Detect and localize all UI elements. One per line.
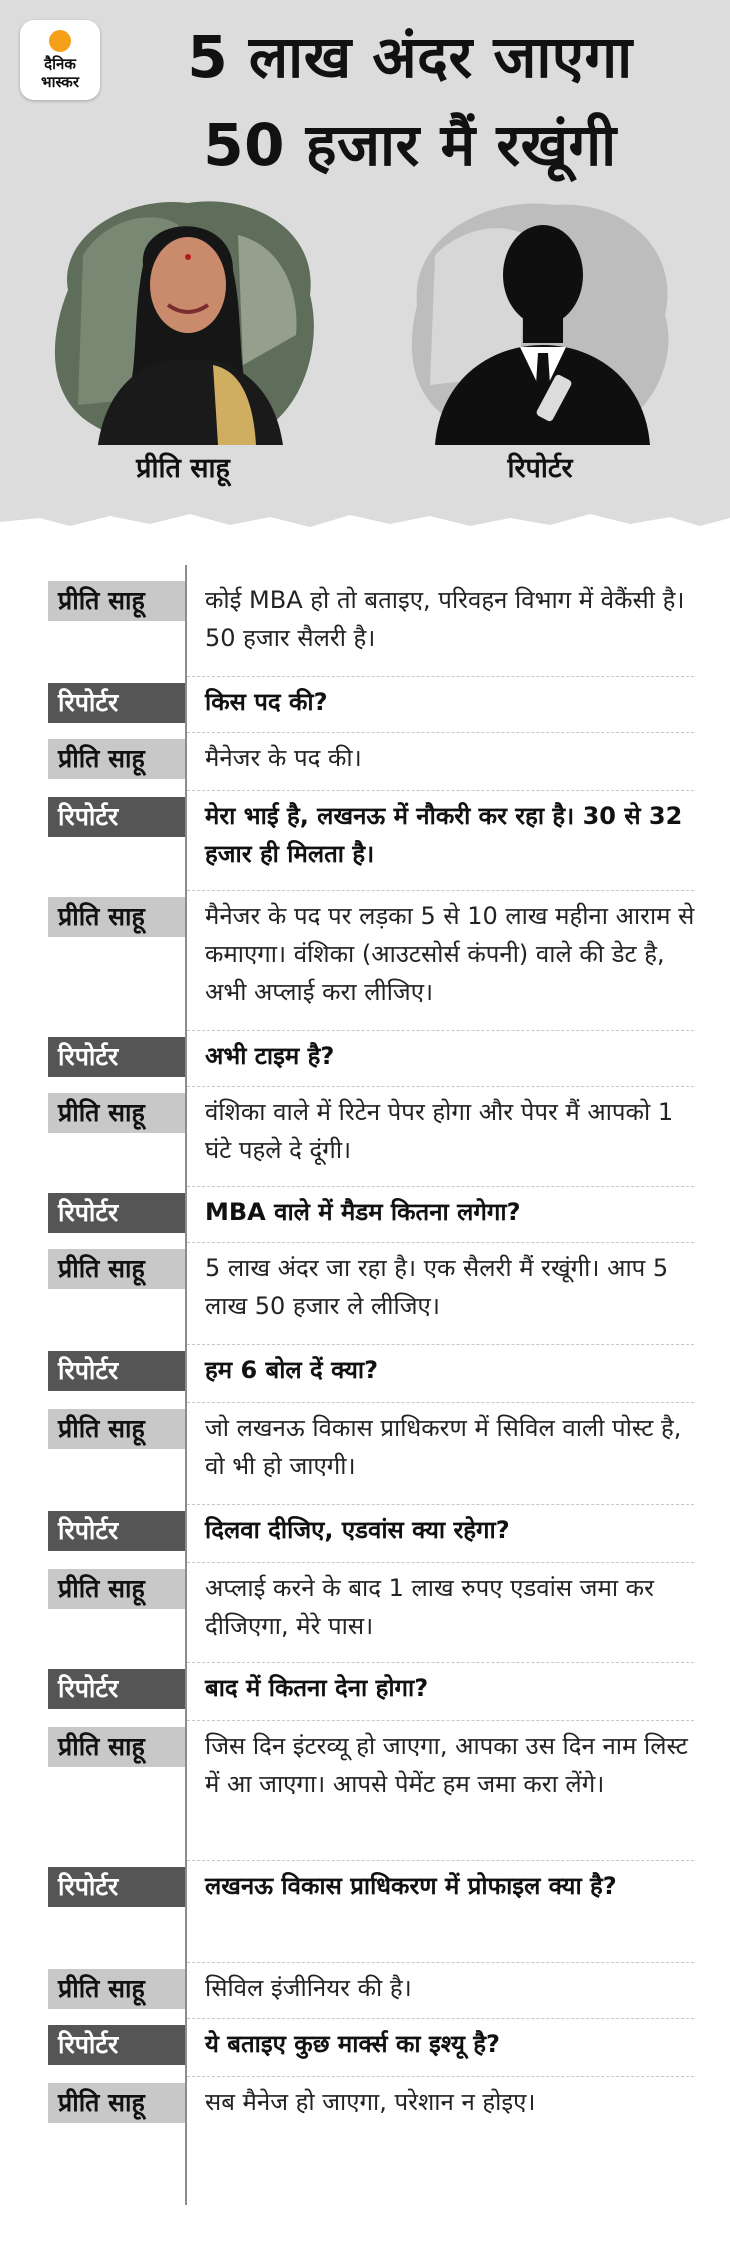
speaker-label-reporter: रिपोर्टर (48, 1193, 185, 1233)
speaker-label-reporter: रिपोर्टर (48, 1037, 185, 1077)
conversation-row (0, 891, 730, 1031)
dialogue-text: मेरा भाई है, लखनऊ में नौकरी कर रहा है। 30 से 32 हजार ही मिलता है। (205, 802, 683, 868)
speaker-label-priti-sahu: प्रीति साहू (48, 1249, 185, 1289)
conversation-row (0, 2077, 730, 2137)
dialogue-text: हम 6 बोल दें क्या? (205, 1356, 379, 1384)
anonymous-silhouette-icon (395, 195, 685, 445)
speaker-label-reporter: रिपोर्टर (48, 2025, 185, 2065)
speaker-label-priti-sahu: प्रीति साहू (48, 1727, 185, 1767)
headline-line-1: 5 लाख अंदर जाएगा (187, 23, 633, 91)
conversation-row (0, 791, 730, 891)
conversation-row (0, 1087, 730, 1187)
speaker-label-reporter: रिपोर्टर (48, 1511, 185, 1551)
left-person-name: प्रीति साहू (136, 453, 230, 484)
dialogue-text: मैनेजर के पद पर लड़का 5 से 10 लाख महीना आराम से कमाएगा। वंशिका (आउटसोर्स कंपनी) वाले की डेट है, अभी अप्लाई करा लीजिए। (205, 902, 695, 1006)
speaker-label-reporter: रिपोर्टर (48, 1351, 185, 1391)
dialogue-text: किस पद की? (205, 688, 328, 716)
conversation-row (0, 1563, 730, 1663)
conversation-row (0, 1505, 730, 1563)
speaker-label-priti-sahu: प्रीति साहू (48, 1969, 185, 2009)
sun-icon (49, 30, 71, 52)
dialogue-text: वंशिका वाले में रिटेन पेपर होगा और पेपर मैं आपको 1 घंटे पहले दे दूंगी। (205, 1098, 674, 1164)
speaker-label-priti-sahu: प्रीति साहू (48, 581, 185, 621)
conversation-row (0, 1963, 730, 2019)
conversation-row (0, 1663, 730, 1721)
speaker-label-reporter: रिपोर्टर (48, 1669, 185, 1709)
dialogue-text: लखनऊ विकास प्राधिकरण में प्रोफाइल क्या है? (205, 1872, 617, 1900)
dialogue-text: दिलवा दीजिए, एडवांस क्या रहेगा? (205, 1516, 510, 1544)
torn-paper-edge (0, 500, 730, 560)
logo-line-1: दैनिक (44, 55, 76, 73)
dialogue-text: अप्लाई करने के बाद 1 लाख रुपए एडवांस जमा कर दीजिएगा, मेरे पास। (205, 1574, 654, 1640)
header (0, 0, 730, 545)
dialogue-text: अभी टाइम है? (205, 1042, 335, 1070)
dainik-bhaskar-logo (20, 20, 100, 100)
speaker-label-reporter: रिपोर्टर (48, 683, 185, 723)
speaker-label-priti-sahu: प्रीति साहू (48, 1093, 185, 1133)
dialogue-text: सब मैनेज हो जाएगा, परेशान न होइए। (205, 2088, 536, 2116)
speaker-label-reporter: रिपोर्टर (48, 1867, 185, 1907)
conversation-row (0, 1861, 730, 1963)
conversation-row (0, 575, 730, 677)
conversation-row (0, 1403, 730, 1505)
conversation-row (0, 2019, 730, 2077)
conversation-row (0, 1721, 730, 1861)
conversation-row (0, 677, 730, 733)
speaker-label-priti-sahu: प्रीति साहू (48, 2083, 185, 2123)
dialogue-text: कोई MBA हो तो बताइए, परिवहन विभाग में वेकैंसी है। 50 हजार सैलरी है। (205, 586, 685, 652)
dialogue-text: MBA वाले में मैडम कितना लगेगा? (205, 1198, 521, 1226)
speaker-label-reporter: रिपोर्टर (48, 797, 185, 837)
speaker-label-priti-sahu: प्रीति साहू (48, 1409, 185, 1449)
conversation-row (0, 1187, 730, 1243)
dialogue-text: जिस दिन इंटरव्यू हो जाएगा, आपका उस दिन नाम लिस्ट में आ जाएगा। आपसे पेमेंट हम जमा करा लेंगे। (205, 1732, 688, 1798)
conversation-row (0, 1243, 730, 1345)
speaker-label-priti-sahu: प्रीति साहू (48, 739, 185, 779)
dialogue-text: ये बताइए कुछ मार्क्स का इश्यू है? (205, 2030, 500, 2058)
dialogue-text: मैनेजर के पद की। (205, 744, 362, 772)
woman-photo (38, 195, 328, 445)
speaker-label-priti-sahu: प्रीति साहू (48, 897, 185, 937)
dialogue-text: 5 लाख अंदर जा रहा है। एक सैलरी मैं रखूंगी। आप 5 लाख 50 हजार ले लीजिए। (205, 1254, 669, 1320)
right-person-name: रिपोर्टर (507, 453, 573, 484)
dialogue-text: जो लखनऊ विकास प्राधिकरण में सिविल वाली पोस्ट है, वो भी हो जाएगी। (205, 1414, 682, 1480)
dialogue-text: सिविल इंजीनियर की है। (205, 1974, 412, 2002)
conversation-row (0, 1031, 730, 1087)
conversation-row (0, 733, 730, 791)
conversation-row (0, 1345, 730, 1403)
logo-line-2: भास्कर (41, 73, 79, 91)
headline-line-2: 50 हजार मैं रखूंगी (203, 111, 617, 179)
dialogue-text: बाद में कितना देना होगा? (205, 1674, 429, 1702)
speaker-label-priti-sahu: प्रीति साहू (48, 1569, 185, 1609)
